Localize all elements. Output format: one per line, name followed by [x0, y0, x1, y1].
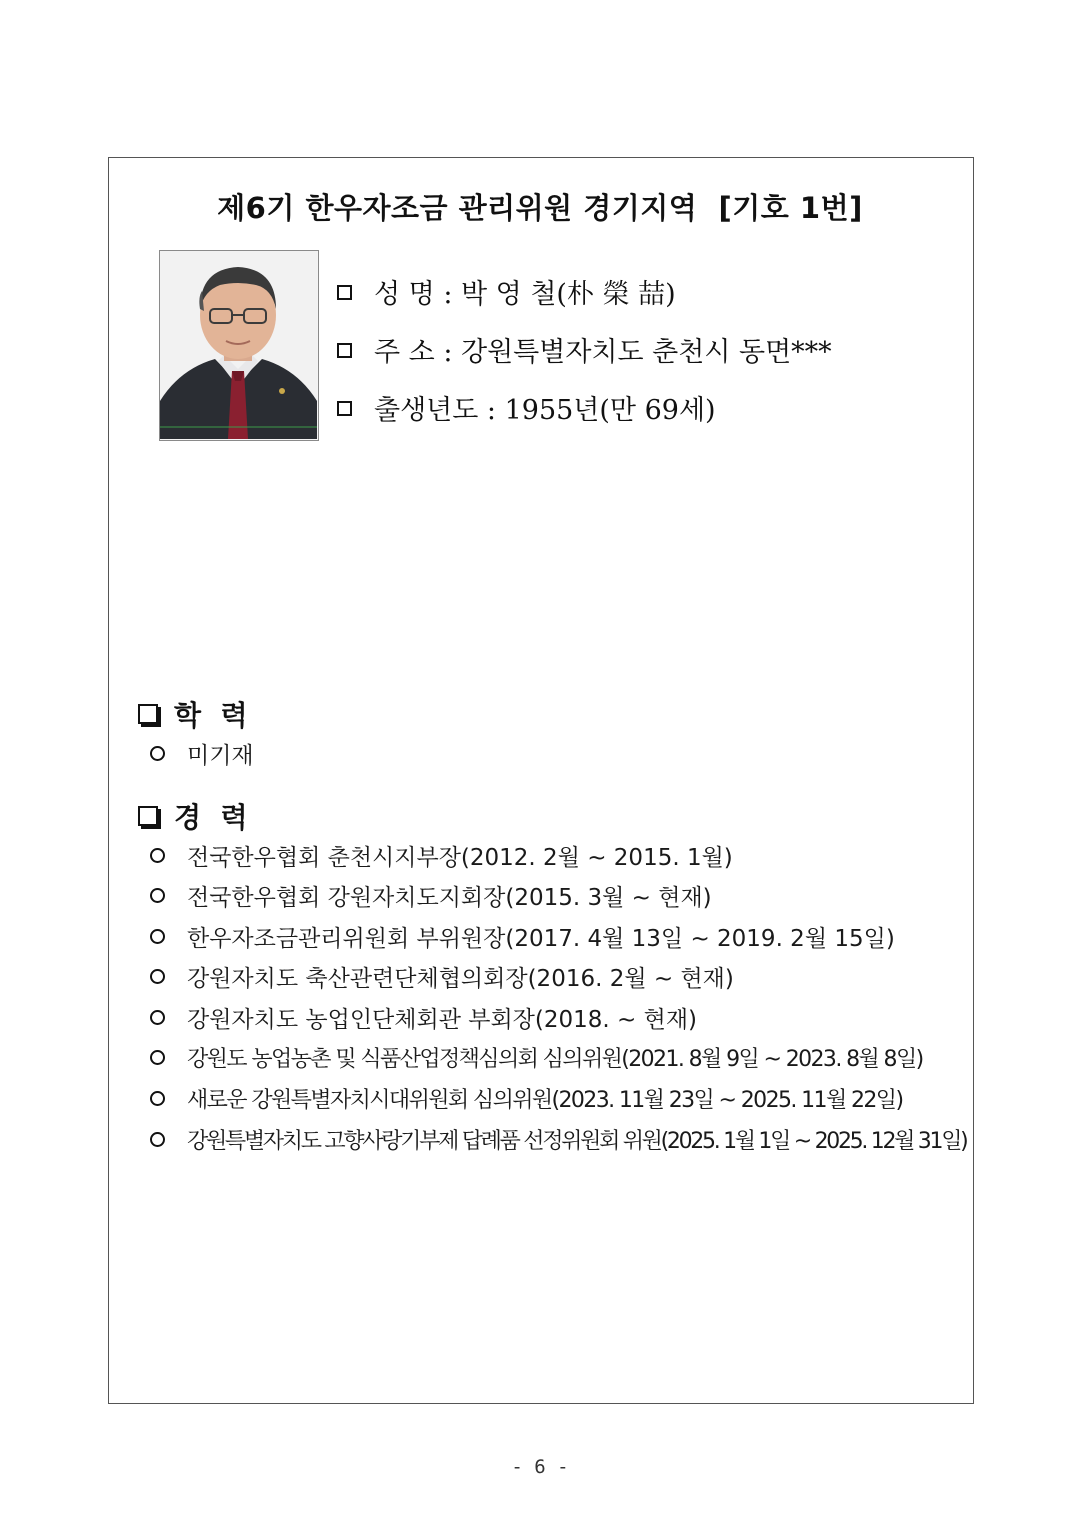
education-item-text: 미기재	[187, 743, 254, 769]
address-label: 주 소 :	[374, 337, 462, 368]
address-value: 강원특별자치도 춘천시 동면***	[461, 337, 832, 368]
circle-bullet-icon	[150, 1010, 165, 1025]
career-item	[150, 1001, 697, 1034]
career-item-text: 전국한우협회 춘천시지부장(2012. 2월 ~ 2015. 1월)	[187, 845, 733, 871]
circle-bullet-icon	[150, 1132, 165, 1147]
career-item-text: 강원자치도 축산관련단체협의회장(2016. 2월 ~ 현재)	[187, 966, 734, 992]
career-item	[150, 1083, 902, 1114]
career-item-text: 강원특별자치도 고향사랑기부제 답례품 선정위원회 위원(2025. 1월 1일 ~ 2025. 12월 31일)	[187, 1129, 967, 1154]
circle-bullet-icon	[150, 1091, 165, 1106]
career-item	[150, 1042, 923, 1073]
shadow-square-icon	[138, 704, 158, 724]
birth-value: 1955년(만 69세)	[504, 395, 716, 426]
circle-bullet-icon	[150, 746, 165, 761]
education-heading	[138, 694, 248, 734]
education-item	[150, 737, 254, 770]
info-name	[337, 272, 676, 311]
info-birth	[337, 388, 716, 427]
birth-label: 출생년도 :	[374, 395, 505, 426]
name-label: 성 명 :	[374, 279, 462, 310]
career-item	[150, 960, 734, 993]
career-item	[150, 1124, 966, 1155]
career-item-text: 강원자치도 농업인단체회관 부회장(2018. ~ 현재)	[187, 1007, 698, 1033]
circle-bullet-icon	[150, 888, 165, 903]
circle-bullet-icon	[150, 1050, 165, 1065]
square-bullet-icon	[337, 401, 352, 416]
circle-bullet-icon	[150, 848, 165, 863]
career-item	[150, 920, 895, 953]
circle-bullet-icon	[150, 969, 165, 984]
name-value: 박 영 철(朴 榮 喆)	[461, 279, 676, 310]
education-heading-text: 학 력	[174, 699, 248, 732]
career-item	[150, 879, 712, 912]
candidate-photo	[159, 250, 319, 441]
career-item-text: 한우자조금관리위원회 부위원장(2017. 4월 13일 ~ 2019. 2월 15일)	[187, 926, 895, 952]
portrait-image	[160, 251, 317, 439]
career-item-text: 강원도 농업농촌 및 식품산업정책심의회 심의위원(2021. 8월 9일 ~ 2023. 8월 8일)	[187, 1047, 923, 1072]
info-address	[337, 330, 832, 369]
square-bullet-icon	[337, 285, 352, 300]
career-heading	[138, 796, 248, 836]
career-item	[150, 839, 733, 872]
shadow-square-icon	[138, 806, 158, 826]
career-item-text: 전국한우협회 강원자치도지회장(2015. 3월 ~ 현재)	[187, 885, 712, 911]
circle-bullet-icon	[150, 929, 165, 944]
career-item-text: 새로운 강원특별자치시대위원회 심의위원(2023. 11월 23일 ~ 2025. 11월 22일)	[187, 1088, 903, 1113]
page-number: - 6 -	[511, 1456, 569, 1478]
page-title: 제6기 한우자조금 관리위원 경기지역 [기호 1번]	[217, 191, 863, 225]
square-bullet-icon	[337, 343, 352, 358]
career-heading-text: 경 력	[174, 801, 248, 834]
